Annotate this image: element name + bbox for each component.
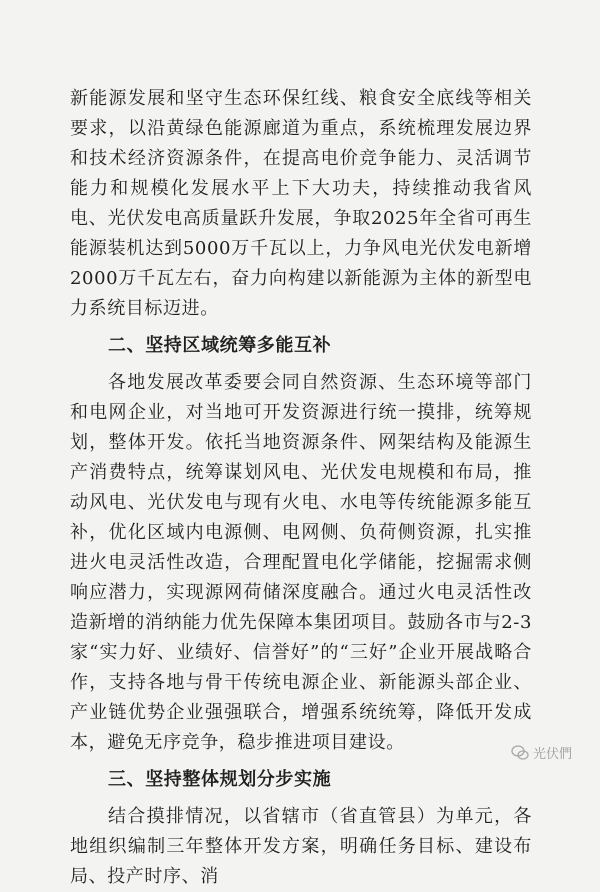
chat-bubble-icon	[511, 745, 529, 761]
paragraph-intro-continuation: 新能源发展和坚守生态环保红线、粮食安全底线等相关要求，以沿黄绿色能源廊道为重点，系统梳理发展边界和技术经济资源条件，在提高电价竞争能力、灵活调节能力和规模化发展水平上下大功夫，持续推动我省风电、光伏发电高质量跃升发展，争取2025年全省可再生能源装机达到5000万千瓦以上，力争风电光伏发电新增2000万千瓦左右，奋力向构建以新能源为主体的新型电力系统目标迈进。	[70, 88, 532, 319]
watermark	[511, 743, 572, 762]
section-heading-overall-planning: 三、坚持整体规划分步实施	[108, 769, 332, 790]
watermark-text: 光伏們	[532, 747, 572, 762]
section-heading-regional-coordination: 二、坚持区域统筹多能互补	[108, 335, 332, 356]
paragraph-regional-coordination: 各地发展改革委要会同自然资源、生态环境等部门和电网企业，对当地可开发资源进行统一摸排，统筹规划，整体开发。依托当地资源条件、网架结构及能源生产消费特点，统筹谋划风电、光伏发电规模和布局，推动风电、光伏发电与现有火电、水电等传统能源多能互补，优化区域内电源侧、电网侧、负荷侧资源，扎实推进火电灵活性改造，合理配置电化学储能，挖掘需求侧响应潜力，实现源网荷储深度融合。通过火电灵活性改造新增的消纳能力优先保障本集团项目。鼓励各市与2-3家“实力好、业绩好、信誉好”的“三好”企业开展战略合作，支持各地与骨干传统电源企业、新能源头部企业、产业链优势企业强强联合，增强系统统筹，降低开发成本，避免无序竞争，稳步推进项目建设。	[70, 372, 532, 753]
document-body	[70, 84, 532, 892]
paragraph-overall-planning: 结合摸排情况，以省辖市（省直管县）为单元，各地组织编制三年整体开发方案，明确任务目标、建设布局、投产时序、消	[70, 806, 532, 887]
